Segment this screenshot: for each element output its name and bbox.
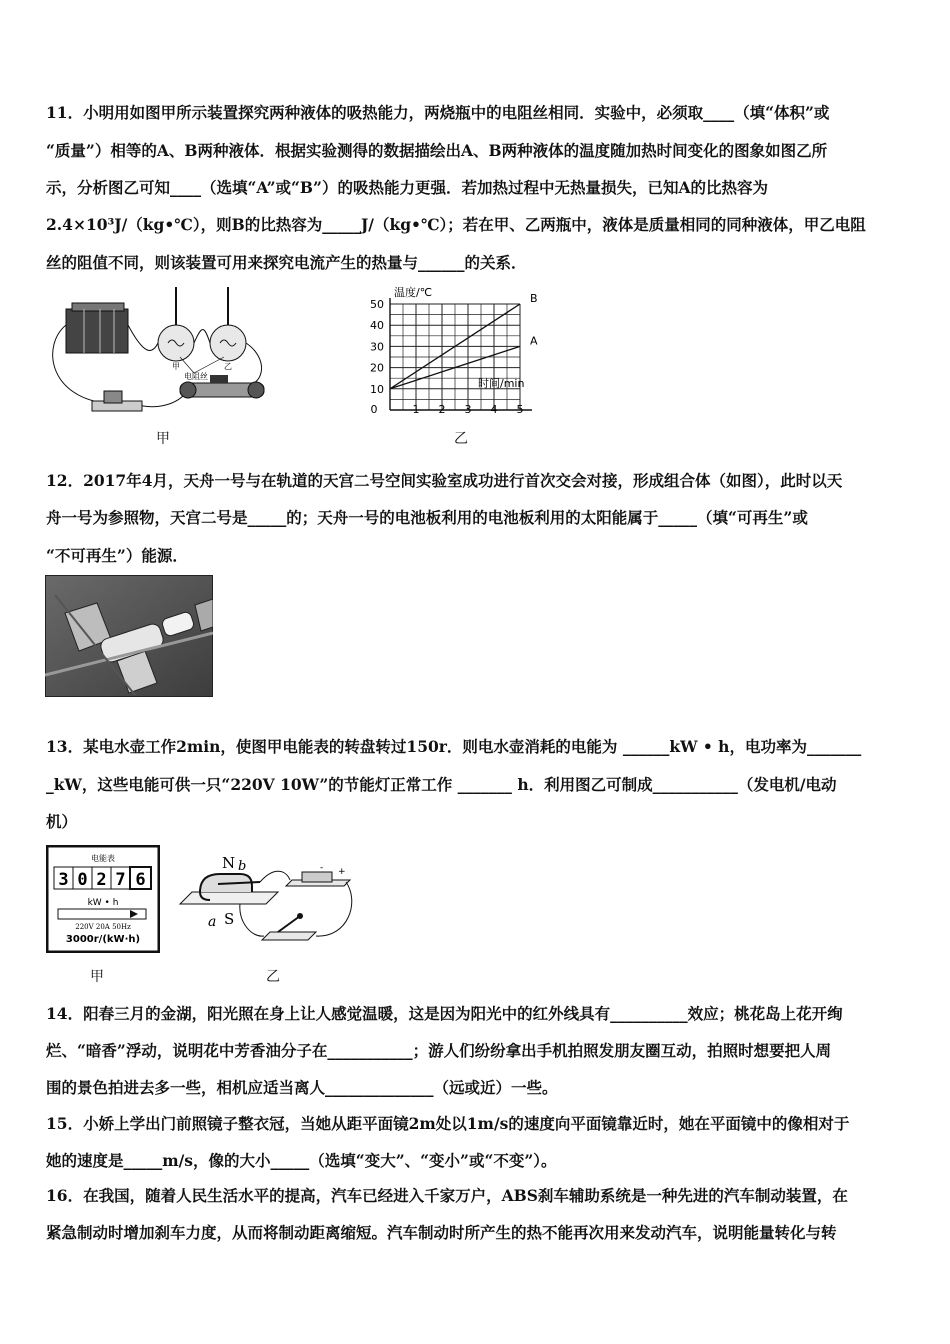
- chart-y-tick-label: 10: [370, 382, 384, 396]
- meter-rate: 3000r/(kW·h): [65, 934, 141, 945]
- meter-title: 电能表: [91, 854, 115, 863]
- magnet-label-s: S: [224, 910, 235, 928]
- resistor-wire-label: 电阻丝: [184, 372, 208, 381]
- q16-line-2: 紧急制动时增加刹车力度，从而将制动距离缩短。汽车制动时所产生的热不能再次用来发动汽车，说明能量转化与转: [46, 1223, 837, 1242]
- wire-label-a: a: [208, 914, 217, 930]
- chart-y-tick-label: 50: [370, 298, 384, 311]
- chart-x-tick-label: 2: [438, 403, 446, 416]
- meter-digit-2: 0: [77, 870, 88, 890]
- chart-series-label-B: B: [530, 292, 538, 305]
- battery-minus: -: [320, 863, 324, 873]
- q13-electric-meter: [46, 845, 160, 953]
- chart-y-axis-label: 温度/℃: [394, 286, 433, 299]
- chart-x-tick-label: 3: [464, 403, 472, 416]
- q12-line-1: 12．2017年4月，天舟一号与在轨道的天宫二号空间实验室成功进行首次交会对接，形成组合体（如图），此时以天: [46, 471, 843, 490]
- q12-line-2: 舟一号为参照物，天宫二号是_____的；天舟一号的电池板利用的电池板利用的太阳能属于_____（填“可再生”或: [46, 508, 808, 527]
- q11-temperature-chart: [358, 282, 598, 422]
- chart-x-tick-label: 1: [412, 403, 420, 416]
- magnet-label-n: N: [222, 854, 236, 872]
- chart-x-tick-label: 5: [516, 403, 524, 416]
- q11-line-1: 11．小明用如图甲所示装置探究两种液体的吸热能力，两烧瓶中的电阻丝相同．实验中，必须取____（填“体积”或: [46, 103, 830, 122]
- q11-line-3: 示，分析图乙可知____（选填“A”或“B”）的吸热能力更强．若加热过程中无热量损失，已知A的比热容为: [46, 178, 768, 197]
- meter-digit-3: 2: [96, 870, 107, 890]
- q15-line-2: 她的速度是_____m/s，像的大小_____（选填“变大”、“变小”或“不变”）。: [46, 1151, 557, 1170]
- q13-motor-apparatus: [178, 852, 358, 952]
- meter-digit-5: 6: [135, 870, 146, 890]
- q12-spacecraft-photo: [45, 575, 213, 697]
- chart-series-label-A: A: [530, 334, 538, 348]
- q12-line-3: “不可再生”）能源．: [46, 546, 188, 565]
- q15-line-1: 15．小娇上学出门前照镜子整衣冠，当她从距平面镜2m处以1m/s的速度向平面镜靠近时，她在平面镜中的像相对于: [46, 1114, 850, 1133]
- q14-line-1: 14．阳春三月的金湖，阳光照在身上让人感觉温暖，这是因为阳光中的红外线具有__________效应；桃花岛上花开绚: [46, 1004, 843, 1023]
- meter-digit-4: 7: [115, 870, 126, 890]
- flask-label-b: 乙: [224, 362, 232, 371]
- meter-spec: 220V 20A 50Hz: [75, 923, 131, 931]
- q13-figure-label-jia: 甲: [90, 969, 104, 985]
- q11-line-4: 2.4×10³J/（kg•℃），则B的比热容为_____J/（kg•℃）；若在甲、乙两瓶中，液体是质量相同的同种液体，甲乙电阻: [46, 215, 866, 234]
- q13-line-1: 13．某电水壶工作2min，使图甲电能表的转盘转过150r．则电水壶消耗的电能为 ______kW • h，电功率为_______: [46, 737, 862, 756]
- meter-digit-1: 3: [58, 870, 69, 890]
- q11-figure-apparatus: [44, 285, 274, 425]
- q13-line-2: _kW，这些电能可供一只“220V 10W”的节能灯正常工作 _______ h．利用图乙可制成___________（发电机/电动: [46, 775, 837, 794]
- meter-unit: kW • h: [87, 898, 119, 908]
- chart-y-tick-label: 20: [370, 361, 384, 375]
- chart-y-tick-label: 40: [370, 319, 384, 333]
- q11-line-2: “质量”）相等的A、B两种液体．根据实验测得的数据描绘出A、B两种液体的温度随加热时间变化的图象如图乙所: [46, 141, 828, 160]
- q13-line-3: 机）: [46, 812, 78, 831]
- chart-x-axis-label: 时间/min: [478, 376, 525, 390]
- battery-plus: +: [338, 867, 346, 877]
- q16-line-1: 16．在我国，随着人民生活水平的提高，汽车已经进入千家万户，ABS刹车辅助系统是一种先进的汽车制动装置，在: [46, 1186, 848, 1205]
- q13-figure-label-yi: 乙: [266, 969, 280, 985]
- chart-x-tick-label: 0: [370, 403, 378, 416]
- chart-y-tick-label: 30: [370, 340, 384, 354]
- q14-line-3: 围的景色拍进去多一些，相机应适当离人______________（远或近）一些。: [46, 1078, 558, 1097]
- chart-x-tick-label: 4: [490, 403, 498, 416]
- flask-label-a: 甲: [172, 362, 180, 371]
- q11-line-5: 丝的阻值不同，则该装置可用来探究电流产生的热量与______的关系．: [46, 253, 527, 272]
- q14-line-2: 烂、“暗香”浮动，说明花中芳香油分子在___________；游人们纷纷拿出手机拍照发朋友圈互动，拍照时想要把人周: [46, 1041, 832, 1060]
- wire-label-b: b: [238, 859, 247, 874]
- q11-figure-label-jia: 甲: [156, 431, 170, 447]
- q11-figure-label-yi: 乙: [454, 431, 468, 447]
